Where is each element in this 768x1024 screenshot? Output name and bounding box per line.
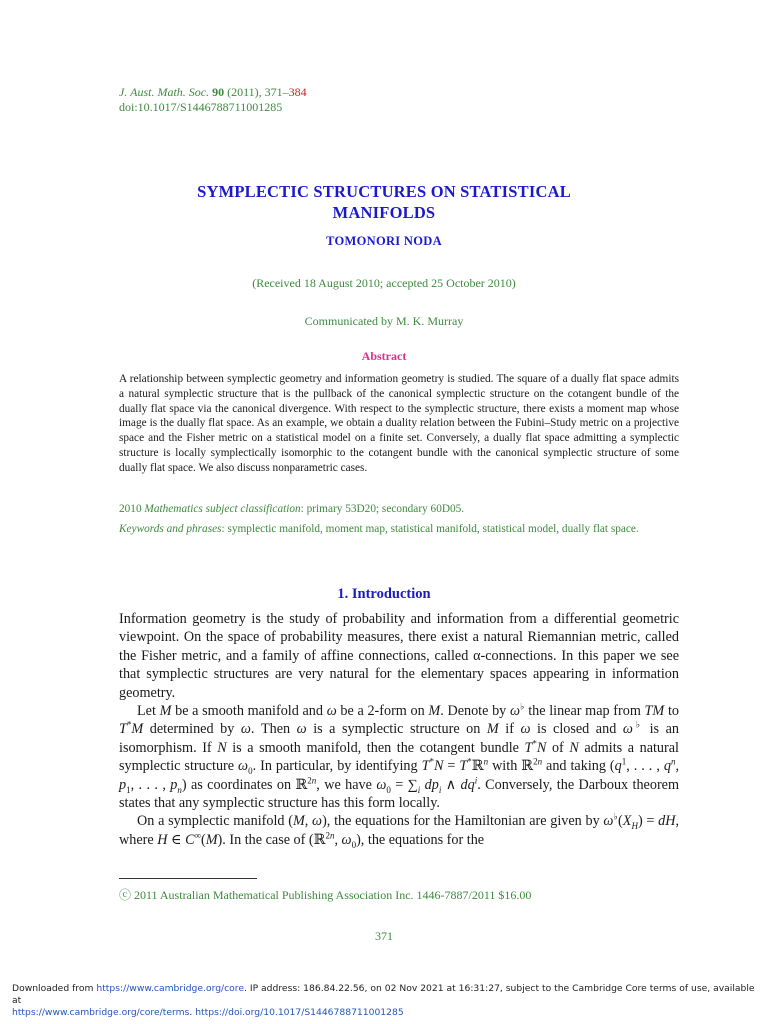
received-dates: (Received 18 August 2010; accepted 25 October 2010) xyxy=(252,276,516,290)
page-number: 371 xyxy=(375,929,393,943)
author-name: TOMONORI NODA xyxy=(326,234,442,248)
journal-doi: doi:10.1017/S1446788711001285 xyxy=(119,100,283,114)
copyright-footnote: ⓒ 2011 Australian Mathematical Publishing Association Inc. 1446-7887/2011 $16.00 xyxy=(119,888,532,902)
journal-name: J. Aust. Math. Soc. xyxy=(119,85,210,99)
journal-volume: 90 xyxy=(212,85,225,99)
doi-link[interactable]: https://doi.org/10.1017/S1446788711001285 xyxy=(195,1007,404,1018)
section-heading: 1. Introduction xyxy=(337,586,431,602)
msc-classification: 2010 Mathematics subject classification: primary 53D20; secondary 60D05. xyxy=(119,503,465,515)
body-text xyxy=(119,610,679,849)
journal-citation xyxy=(119,85,307,115)
abstract-text: A relationship between symplectic geometry and information geometry is studied. The square of a dually flat space admits a natural symplectic structure that is the pullback of the canonical symplectic structure on the cotangent bundle of the dually flat space via the canonical divergence. With respect to the symplectic structure, there exists a moment map whose image is the dually flat space. As an example, we obtain a duality relation between the Fubini–Study metric on a projective space and the Fisher metric on a statistical model on a finite set. Conversely, a dually flat space admitting a symplectic structure is locally symplectically isomorphic to the cotangent bundle with the canonical symplectic structure of some dually flat space. We also discuss nonparametric cases. xyxy=(119,373,679,474)
paragraph-3: On a symplectic manifold (M, ω), the equations for the Hamiltonian are given by $\omega^♭(X_H)$ = dH, where H ∈ C∞(M). In the case of (ℝ$^{2n}$, $\omega_0$), the equations for the xyxy=(119,811,680,850)
terms-link[interactable]: https://www.cambridge.org/core/terms xyxy=(12,1007,190,1018)
paragraph-2: Let M be a smooth manifold and ω be a 2-form on M. Denote by ω♭ the linear map from TM to T*M determined by ω. Then ω is a symplectic structure on M if ω is closed and ω♭ is an isomorphism. If N is a smooth manifold, then the cotangent bundle T*N of N admits a natural symplectic structure $\omega_0$. In particular, by identifying T*N = T*ℝ$^n$ with ℝ$^{2n}$ and taking ($q^1$, . . . , $q^n$, $p_1$, . . . , $p_n$) as coordinates on ℝ$^{2n}$, we have $\omega_0 = \sum_i$ $dp_i$ ∧ $dq^i$. Conversely, the Darboux theorem states that any symplectic structure has this form locally. xyxy=(119,701,680,812)
footnote-rule xyxy=(119,878,257,879)
journal-year-pages: (2011), 371– xyxy=(227,85,289,99)
abstract-heading: Abstract xyxy=(361,349,407,363)
communicated-by: Communicated by M. K. Murray xyxy=(304,314,464,328)
keywords: Keywords and phrases: symplectic manifold, moment map, statistical manifold, statistical model, dually flat space. xyxy=(119,523,639,535)
cambridge-core-link[interactable]: https://www.cambridge.org/core xyxy=(96,983,245,994)
download-notice: Downloaded from https://www.cambridge.org/core. IP address: 186.84.22.56, on 02 Nov 2021 at 16:31:27, subject to the Cambridge Core terms of use, available at https://www.cambridge.org/core/terms. https://doi.org/10.1017/S1446788711001285 xyxy=(12,983,755,1018)
journal-page-end-link[interactable]: 384 xyxy=(288,85,307,99)
paper-title: SYMPLECTIC STRUCTURES ON STATISTICAL MANIFOLDS xyxy=(197,182,571,222)
paragraph-1: Information geometry is the study of probability and information from a differential geometric viewpoint. On the space of probability measures, there exist a natural Riemannian metric, called the Fisher metric, and a family of affine connections, called α-connections. In this paper we see that symplectic structures are very natural for the elementary spaces appearing in information geometry. xyxy=(119,611,679,701)
